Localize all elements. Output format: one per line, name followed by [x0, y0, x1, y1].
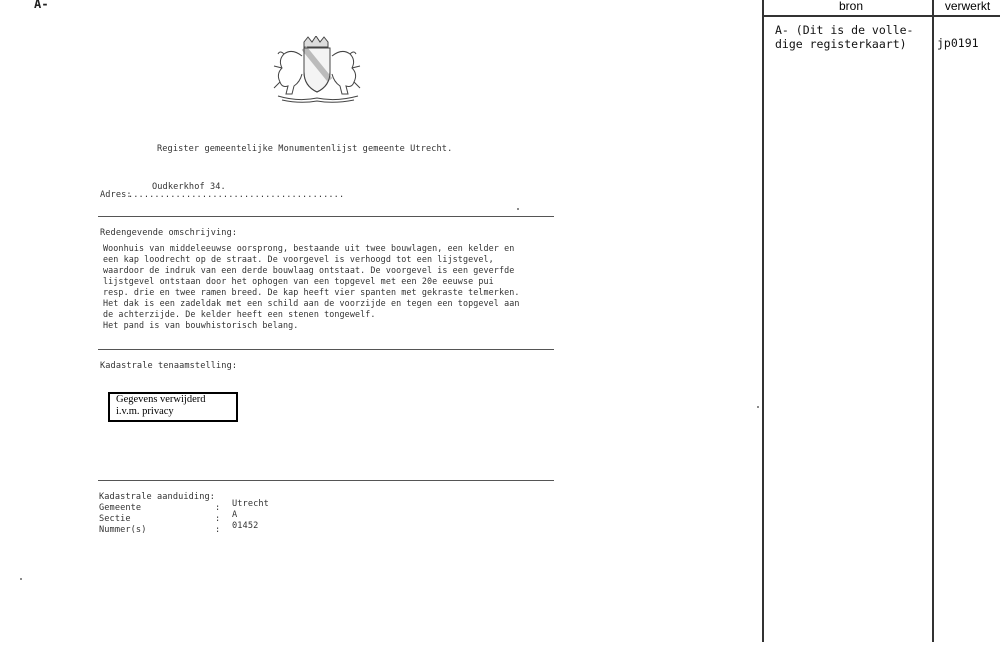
- panel-header-rule: [762, 15, 1000, 17]
- description-line: lijstgevel ontstaan door het ophogen van een topgevel met een 20e eeuwse pui: [103, 276, 494, 286]
- divider: [98, 349, 554, 350]
- verwerkt-header: verwerkt: [944, 0, 991, 13]
- description-line: Het dak is een zadeldak met een schild aan de voorzijde en tegen een topgevel aan: [103, 298, 520, 308]
- nummer-label: Nummer(s): [99, 525, 147, 535]
- divider: [98, 480, 554, 481]
- panel-column-divider: [932, 0, 934, 642]
- scan-speck: [20, 578, 22, 580]
- row-colon: :: [215, 514, 221, 524]
- verwerkt-text: jp0191: [937, 36, 979, 50]
- description-line: Het pand is van bouwhistorisch belang.: [103, 320, 299, 330]
- description-label: Redengevende omschrijving:: [100, 228, 238, 238]
- description-line: een kap loodrecht op de straat. De voorgevel is verhoogd tot een lijstgevel,: [103, 254, 494, 264]
- cadastral-owner-label: Kadastrale tenaamstelling:: [100, 361, 238, 371]
- panel-border-left: [762, 0, 764, 642]
- address-value: Oudkerkhof 34.: [152, 182, 226, 192]
- scan-speck: [517, 208, 519, 210]
- coat-of-arms-icon: [268, 36, 368, 104]
- row-colon: :: [215, 503, 221, 513]
- cadastral-designation-label: Kadastrale aanduiding:: [99, 492, 216, 502]
- description-line: waardoor de indruk van een derde bouwlaag ontstaat. De voorgevel is een geverfde: [103, 265, 515, 275]
- sectie-value: A: [232, 510, 238, 520]
- scan-speck: [757, 406, 759, 408]
- address-label: Adres:: [100, 190, 132, 200]
- gemeente-value: Utrecht: [232, 499, 269, 509]
- address-dots: .........................................: [128, 190, 345, 200]
- bron-header: bron: [838, 0, 864, 13]
- privacy-notice: Gegevens verwijderd i.v.m. privacy: [108, 392, 238, 422]
- row-colon: :: [215, 525, 221, 535]
- bron-text: A- (Dit is de volle- dige registerkaart): [775, 23, 914, 51]
- divider: [98, 216, 554, 217]
- description-line: resp. drie en twee ramen breed. De kap heeft vier spanten met gekraste telmerken.: [103, 287, 520, 297]
- nummer-value: 01452: [232, 521, 259, 531]
- document-title: Register gemeentelijke Monumentenlijst gemeente Utrecht.: [157, 144, 453, 154]
- corner-label: A-: [34, 0, 49, 11]
- sectie-label: Sectie: [99, 514, 131, 524]
- gemeente-label: Gemeente: [99, 503, 142, 513]
- description-line: de achterzijde. De kelder heeft een stenen tongewelf.: [103, 309, 376, 319]
- description-line: Woonhuis van middeleeuwse oorsprong, bestaande uit twee bouwlagen, een kelder en: [103, 243, 515, 253]
